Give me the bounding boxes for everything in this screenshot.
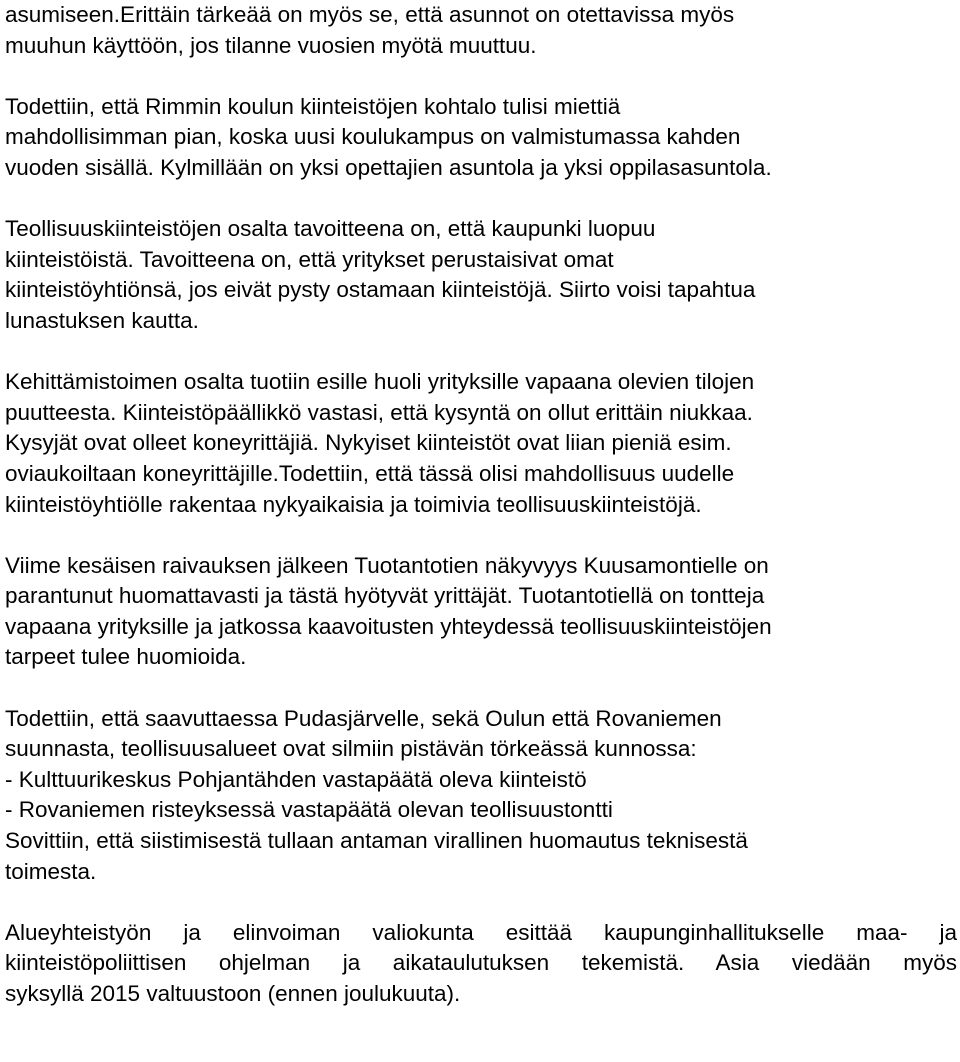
text-line: Teollisuuskiinteistöjen osalta tavoitteena on, että kaupunki luopuu xyxy=(5,216,656,242)
text-line: lunastuksen kautta. xyxy=(5,307,199,333)
text-line: toimesta. xyxy=(5,858,97,884)
paragraph-industrial-properties xyxy=(5,214,957,336)
text-line: Viime kesäisen raivauksen jälkeen Tuotantotien näkyvyys Kuusamontielle on xyxy=(5,552,769,578)
list-item: - Rovaniemen risteyksessä vastapäätä olevan teollisuustontti xyxy=(5,797,613,823)
text-line: Todettiin, että saavuttaessa Pudasjärvelle, sekä Oulun että Rovaniemen xyxy=(5,705,722,731)
paragraph-industrial-areas xyxy=(5,704,957,888)
text-line: Alueyhteistyön ja elinvoiman valiokunta esittää kaupunginhallitukselle maa- ja xyxy=(5,919,957,945)
paragraph-tuotantotie xyxy=(5,551,957,673)
text-line: kiinteistöyhtiölle rakentaa nykyaikaisia ja toimivia teollisuuskiinteistöjä. xyxy=(5,491,702,517)
text-line: puutteesta. Kiinteistöpäällikkö vastasi, että kysyntä on ollut erittäin niukkaa. xyxy=(5,399,753,425)
text-line: kiinteistöistä. Tavoitteena on, että yritykset perustaisivat omat xyxy=(5,246,614,272)
paragraph-rimmi-school xyxy=(5,92,957,184)
text-line: suunnasta, teollisuusalueet ovat silmiin pistävän törkeässä kunnossa: xyxy=(5,736,697,762)
text-line: Kysyjät ovat olleet koneyrittäjiä. Nykyiset kiinteistöt ovat liian pieniä esim. xyxy=(5,430,732,456)
text-line: mahdollisimman pian, koska uusi koulukampus on valmistumassa kahden xyxy=(5,124,741,150)
text-line: vuoden sisällä. Kylmillään on yksi opettajien asuntola ja yksi oppilasasuntola. xyxy=(5,154,772,180)
text-line: oviaukoiltaan koneyrittäjille.Todettiin, että tässä olisi mahdollisuus uudelle xyxy=(5,460,735,486)
paragraph-committee-proposal xyxy=(5,918,957,1010)
text-line: Todettiin, että Rimmin koulun kiinteistöjen kohtalo tulisi miettiä xyxy=(5,93,621,119)
text-line: asumiseen.Erittäin tärkeää on myös se, että asunnot on otettavissa myös xyxy=(5,2,735,27)
text-line: syksyllä 2015 valtuustoon (ennen joulukuuta). xyxy=(5,981,461,1006)
text-line: muuhun käyttöön, jos tilanne vuosien myötä muuttuu. xyxy=(5,32,537,58)
document-page xyxy=(5,0,957,1040)
paragraph-development xyxy=(5,367,957,520)
text-line: parantunut huomattavasti ja tästä hyötyvät yrittäjät. Tuotantotiellä on tontteja xyxy=(5,583,765,609)
text-line: Sovittiin, että siistimisestä tullaan antaman virallinen huomautus teknisestä xyxy=(5,828,748,854)
paragraph-housing xyxy=(5,0,957,61)
text-line: tarpeet tulee huomioida. xyxy=(5,644,247,670)
list-item: - Kulttuurikeskus Pohjantähden vastapäätä oleva kiinteistö xyxy=(5,766,587,792)
text-line: kiinteistöyhtiönsä, jos eivät pysty ostamaan kiinteistöjä. Siirto voisi tapahtua xyxy=(5,277,756,303)
text-line: kiinteistöpoliittisen ohjelman ja aikataulutuksen tekemistä. Asia viedään myös xyxy=(5,950,957,976)
text-line: vapaana yrityksille ja jatkossa kaavoitusten yhteydessä teollisuuskiinteistöjen xyxy=(5,613,772,639)
text-line: Kehittämistoimen osalta tuotiin esille huoli yrityksille vapaana olevien tilojen xyxy=(5,369,755,395)
